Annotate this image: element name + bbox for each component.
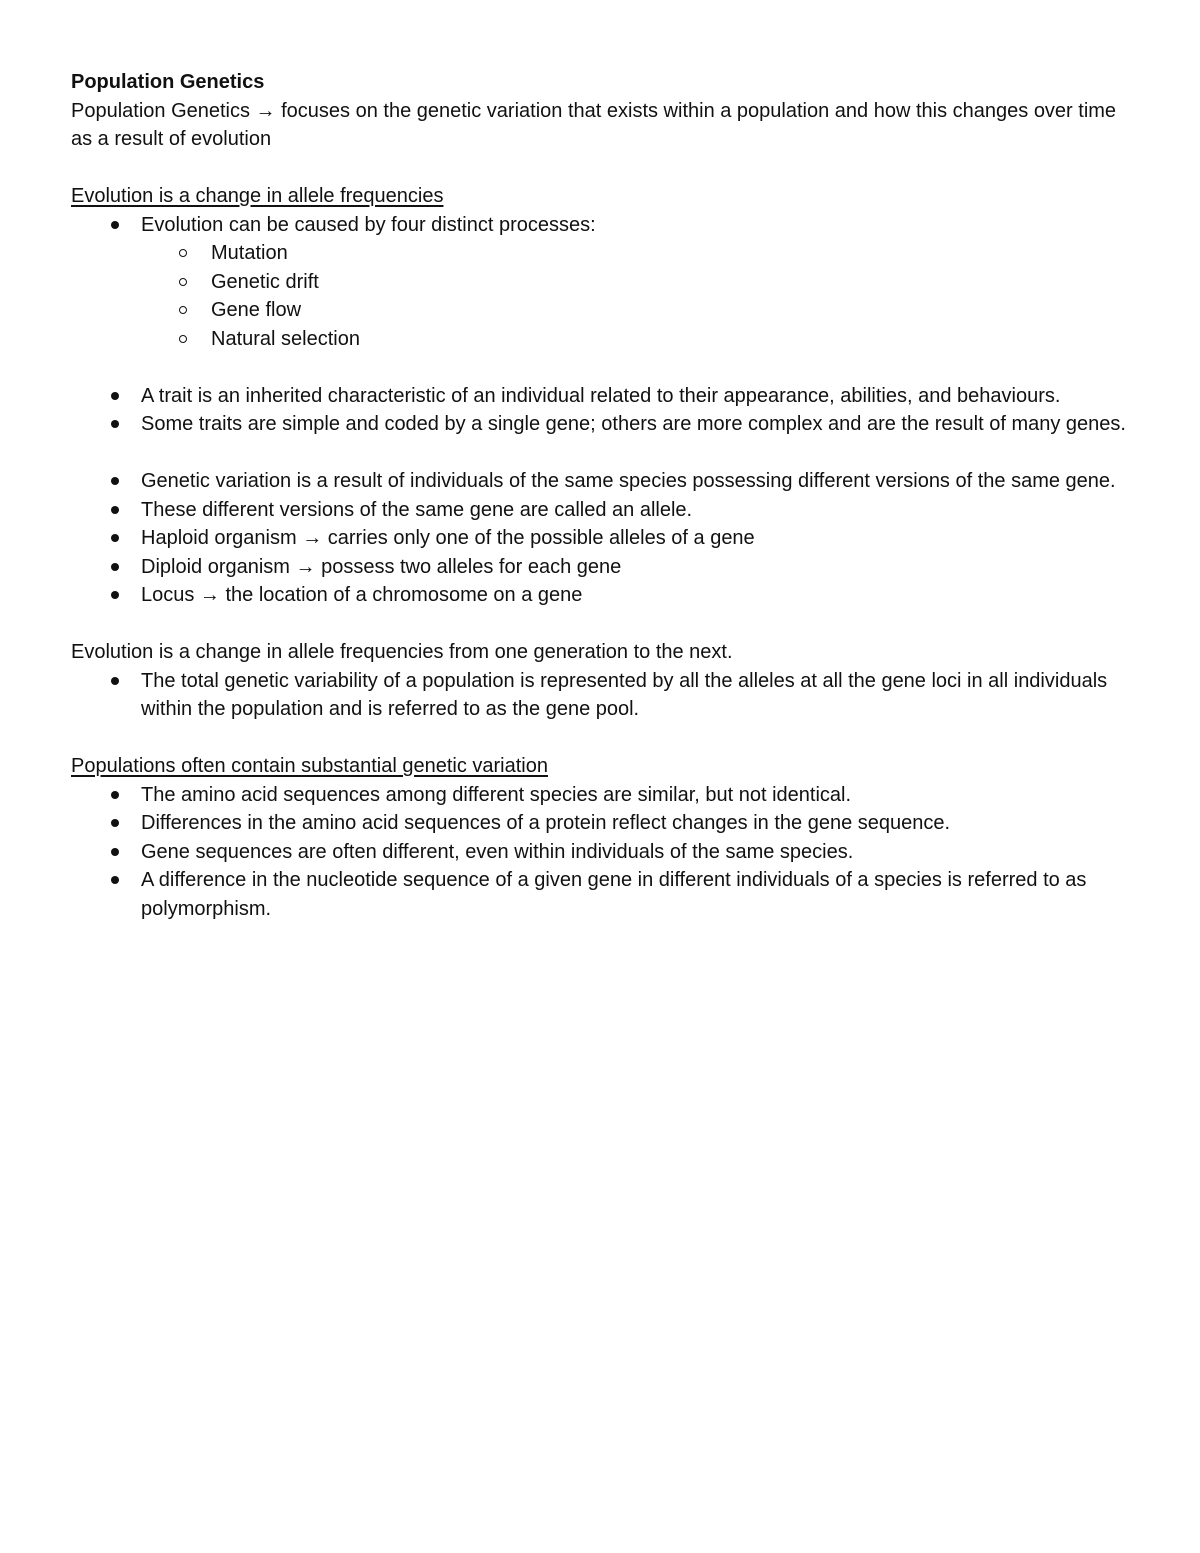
list-item xyxy=(71,410,1131,439)
sub-list-item xyxy=(71,268,1131,297)
list-item-text: Haploid organism → carries only one of the possible alleles of a gene xyxy=(141,527,755,549)
list-item xyxy=(71,553,1131,582)
list-item xyxy=(71,524,1131,553)
bullet-icon xyxy=(111,392,119,400)
spacer xyxy=(71,353,1131,382)
bullet-list xyxy=(71,667,1131,724)
sub-list-item-text: Natural selection xyxy=(211,327,360,350)
bullet-icon xyxy=(111,677,119,685)
sub-list-item xyxy=(71,239,1131,268)
bullet-icon xyxy=(111,848,119,856)
spacer xyxy=(71,154,1131,183)
hollow-bullet-icon xyxy=(179,335,187,343)
section-heading-variation: Populations often contain substantial genetic variation xyxy=(71,755,548,777)
intro-paragraph: Population Genetics → focuses on the genetic variation that exists within a population and how this changes over time as a result of evolution xyxy=(71,99,1117,150)
bullet-list xyxy=(71,467,1131,610)
list-item xyxy=(71,838,1131,867)
bullet-icon xyxy=(111,506,119,514)
sub-list-item-text: Genetic drift xyxy=(211,270,319,293)
bullet-icon xyxy=(111,477,119,485)
bullet-list xyxy=(71,382,1131,439)
bullet-icon xyxy=(111,591,119,599)
list-item-text: Locus → the location of a chromosome on a gene xyxy=(141,584,583,606)
bullet-icon xyxy=(111,791,119,799)
list-item xyxy=(71,382,1131,411)
section-heading-evolution: Evolution is a change in allele frequencies xyxy=(71,185,444,207)
list-item-text: Genetic variation is a result of individuals of the same species possessing different versions of the same gene. xyxy=(141,470,1116,492)
bullet-icon xyxy=(111,534,119,542)
list-item xyxy=(71,866,1131,923)
list-item-text: Differences in the amino acid sequences of a protein reflect changes in the gene sequence. xyxy=(141,812,951,834)
hollow-bullet-icon xyxy=(179,278,187,286)
list-item xyxy=(71,581,1131,610)
section-heading-generation: Evolution is a change in allele frequencies from one generation to the next. xyxy=(71,641,733,663)
bullet-icon xyxy=(111,819,119,827)
spacer xyxy=(71,439,1131,468)
list-item-text: The total genetic variability of a population is represented by all the alleles at all the gene loci in all individuals within the population and is referred to as the gene pool. xyxy=(141,669,1108,720)
bullet-icon xyxy=(111,221,119,229)
spacer xyxy=(71,610,1131,639)
document-page xyxy=(71,68,1131,923)
bullet-list xyxy=(71,211,1131,354)
hollow-bullet-icon xyxy=(179,249,187,257)
sub-list-item xyxy=(71,325,1131,354)
list-item-text: A difference in the nucleotide sequence of a given gene in different individuals of a species is referred to as polymorphism. xyxy=(141,869,1087,920)
bullet-icon xyxy=(111,420,119,428)
sub-list-item-text: Gene flow xyxy=(211,299,302,321)
list-item-text: Diploid organism → possess two alleles for each gene xyxy=(141,555,622,578)
hollow-bullet-icon xyxy=(179,306,187,314)
list-item xyxy=(71,467,1131,496)
list-item xyxy=(71,809,1131,838)
sub-list-item-text: Mutation xyxy=(211,242,288,264)
bullet-icon xyxy=(111,563,119,571)
list-item-text: Some traits are simple and coded by a single gene; others are more complex and are the result of many genes. xyxy=(141,413,1126,435)
list-item-text: A trait is an inherited characteristic of an individual related to their appearance, abilities, and behaviours. xyxy=(141,384,1061,407)
list-item-text: Gene sequences are often different, even within individuals of the same species. xyxy=(141,840,854,863)
list-item-text: These different versions of the same gene are called an allele. xyxy=(141,498,693,521)
page-title: Population Genetics xyxy=(71,71,265,93)
list-item-text: Evolution can be caused by four distinct processes: xyxy=(141,213,596,236)
list-item xyxy=(71,211,1131,240)
list-item xyxy=(71,496,1131,525)
spacer xyxy=(71,724,1131,753)
list-item-text: The amino acid sequences among different species are similar, but not identical. xyxy=(141,783,852,806)
bullet-icon xyxy=(111,876,119,884)
bullet-list xyxy=(71,781,1131,924)
sub-list-item xyxy=(71,296,1131,325)
list-item xyxy=(71,667,1131,724)
list-item xyxy=(71,781,1131,810)
